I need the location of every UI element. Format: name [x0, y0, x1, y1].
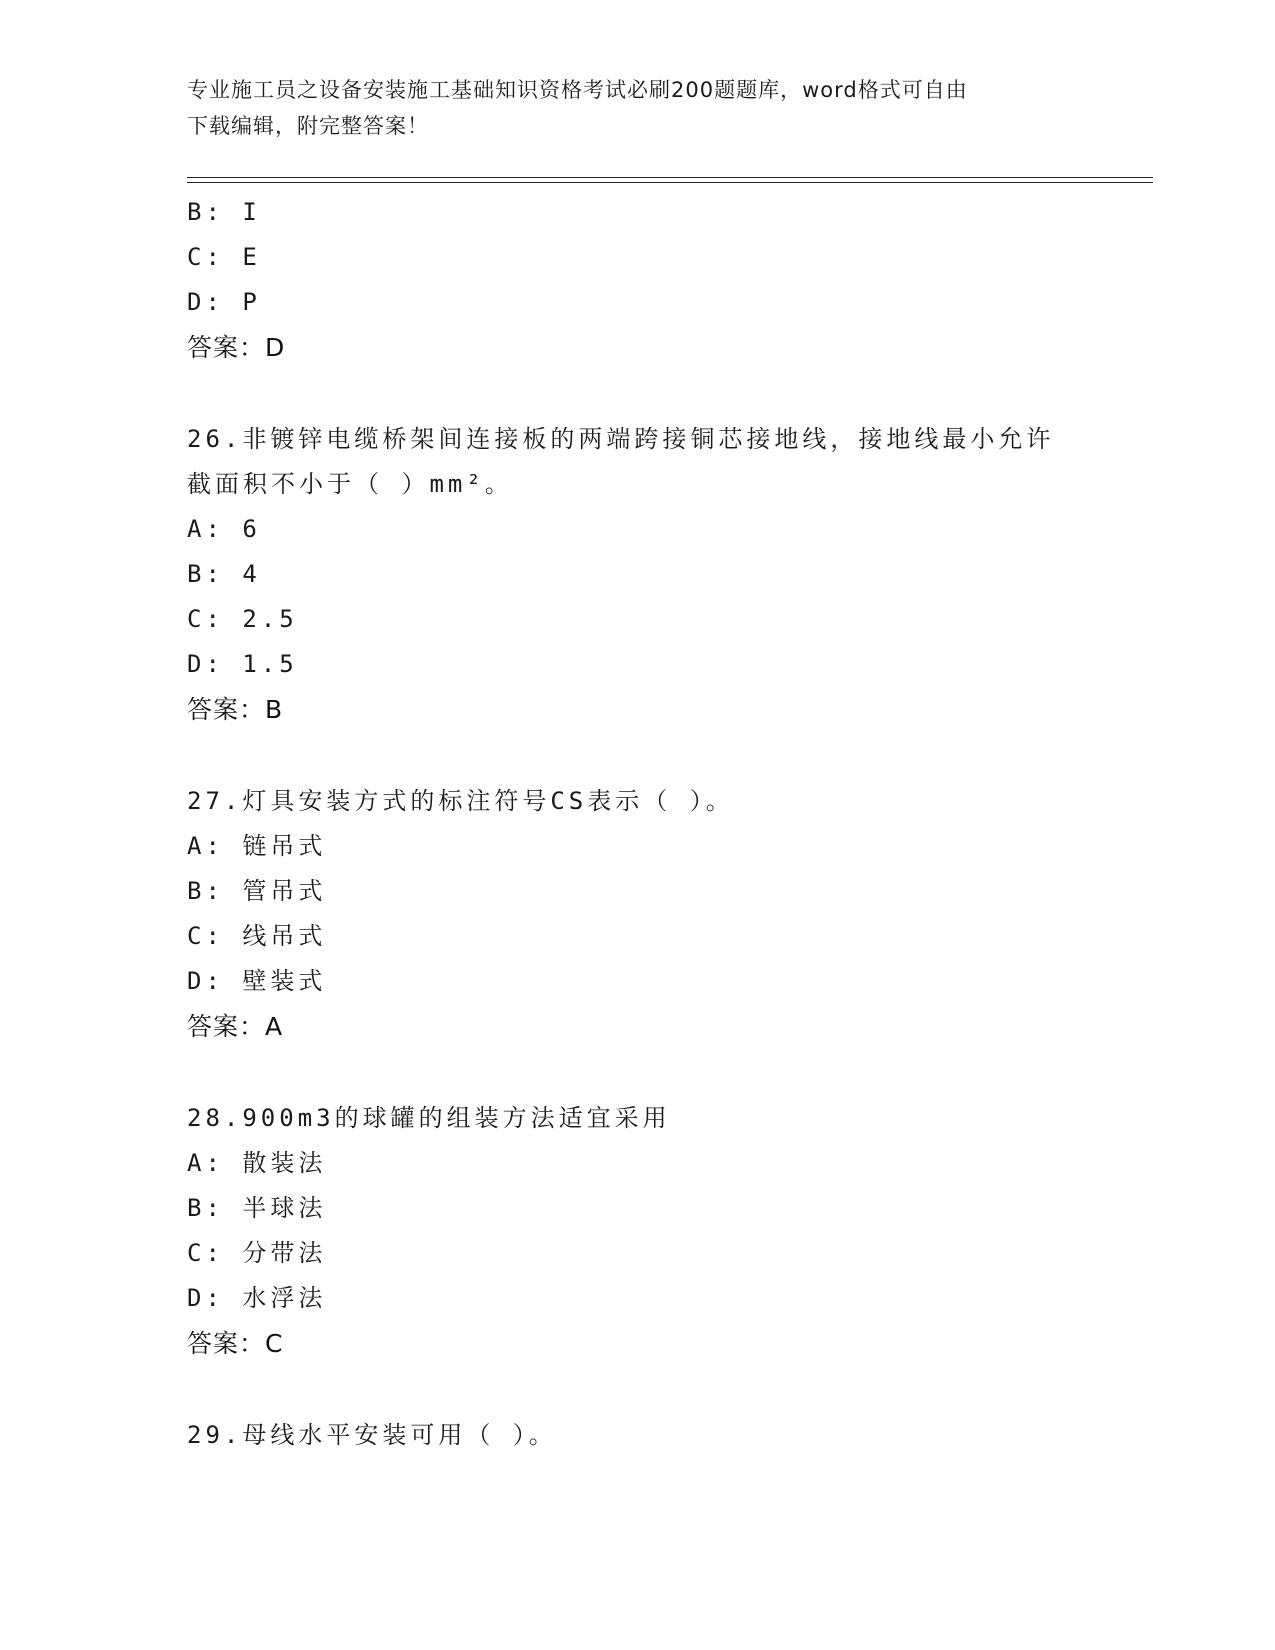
question-stem-continued: 截面积不小于（ ）mm²。	[187, 470, 513, 498]
header-divider-bottom	[187, 182, 1153, 183]
header-divider-top	[187, 177, 1153, 178]
question-stem: 29.母线水平安装可用（ ）。	[187, 1421, 557, 1449]
option-c: C: 线吊式	[187, 922, 327, 950]
question-28	[187, 1096, 1087, 1366]
option-b: B: 4	[187, 560, 261, 588]
question-29	[187, 1413, 1087, 1458]
document-header	[187, 72, 1087, 144]
question-26	[187, 417, 1087, 732]
question-stem: 28.900m3的球罐的组装方法适宜采用	[187, 1104, 671, 1132]
header-line-2: 下载编辑，附完整答案！	[187, 114, 429, 138]
spacer	[187, 370, 1087, 417]
option-a: A: 链吊式	[187, 832, 327, 860]
question-27	[187, 779, 1087, 1049]
option-b: B: I	[187, 198, 261, 226]
spacer	[187, 732, 1087, 779]
spacer	[187, 1366, 1087, 1413]
answer-line: 答案：A	[187, 1012, 284, 1041]
answer-line: 答案：C	[187, 1329, 284, 1358]
option-d: D: P	[187, 288, 261, 316]
question-stem: 26.非镀锌电缆桥架间连接板的两端跨接铜芯接地线，接地线最小允许	[187, 425, 1055, 453]
spacer	[187, 1049, 1087, 1096]
option-d: D: 1.5	[187, 650, 298, 678]
option-d: D: 水浮法	[187, 1284, 327, 1312]
header-line-1: 专业施工员之设备安装施工基础知识资格考试必刷200题题库，word格式可自由	[187, 78, 968, 102]
option-b: B: 管吊式	[187, 877, 327, 905]
option-c: C: E	[187, 243, 261, 271]
option-c: C: 分带法	[187, 1239, 327, 1267]
option-a: A: 散装法	[187, 1149, 327, 1177]
question-25-tail	[187, 190, 1087, 370]
option-d: D: 壁装式	[187, 967, 327, 995]
question-stem: 27.灯具安装方式的标注符号CS表示（ ）。	[187, 787, 734, 815]
answer-line: 答案：D	[187, 333, 286, 362]
option-c: C: 2.5	[187, 605, 298, 633]
answer-line: 答案：B	[187, 695, 284, 724]
option-a: A: 6	[187, 515, 261, 543]
question-list	[187, 190, 1087, 1458]
option-b: B: 半球法	[187, 1194, 327, 1222]
